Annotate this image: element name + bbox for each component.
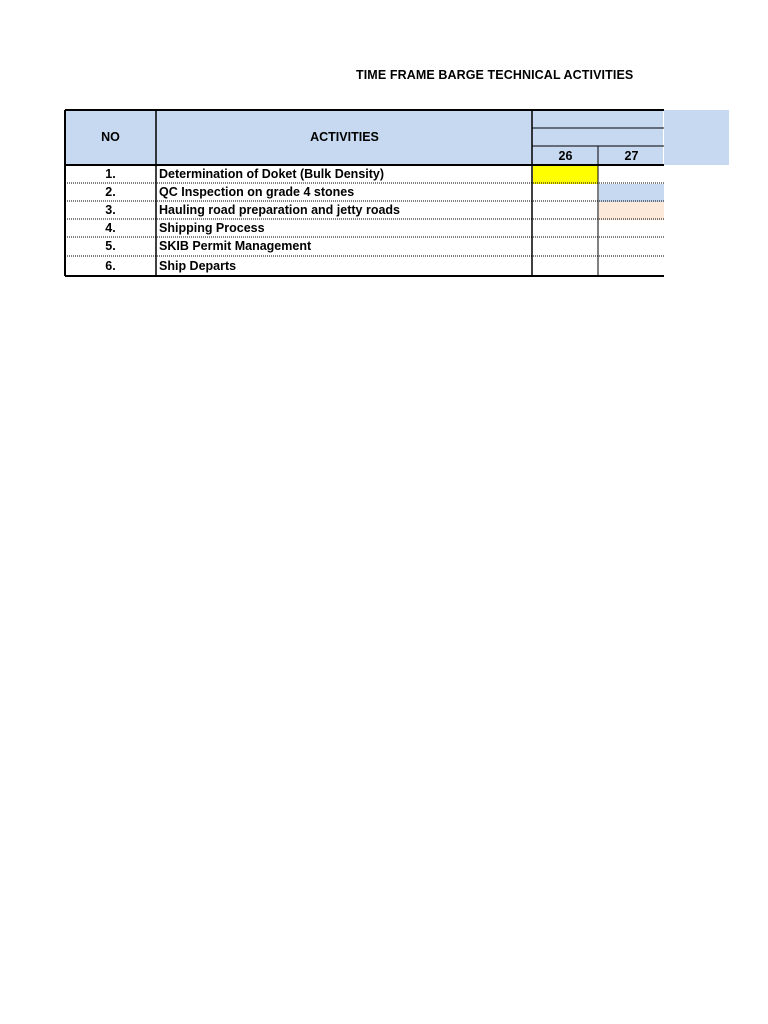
header-no: NO [101, 130, 120, 145]
row-activity: SKIB Permit Management [159, 239, 312, 254]
header-day-26: 26 [558, 148, 573, 163]
cell-fill-row3-day27 [599, 202, 664, 220]
row-activity: Hauling road preparation and jetty roads [159, 202, 401, 217]
row-no: 6. [105, 258, 116, 273]
page-title: TIME FRAME BARGE TECHNICAL ACTIVITIES [356, 68, 634, 82]
row-activity: Determination of Doket (Bulk Density) [159, 166, 385, 181]
row-no: 4. [105, 220, 116, 235]
header-activities: ACTIVITIES [310, 130, 379, 145]
row-activity: Ship Departs [159, 258, 237, 273]
header-day-27: 27 [624, 148, 639, 163]
row-no: 3. [105, 202, 116, 217]
row-no: 2. [105, 184, 116, 199]
row-activity: QC Inspection on grade 4 stones [159, 184, 355, 199]
cell-fill-row2-day27 [599, 184, 664, 202]
header-fill-extension [664, 110, 729, 165]
row-no: 5. [105, 239, 116, 254]
row-no: 1. [105, 166, 116, 181]
row-activity: Shipping Process [159, 220, 265, 235]
cell-fill-row1-day26 [533, 166, 598, 184]
